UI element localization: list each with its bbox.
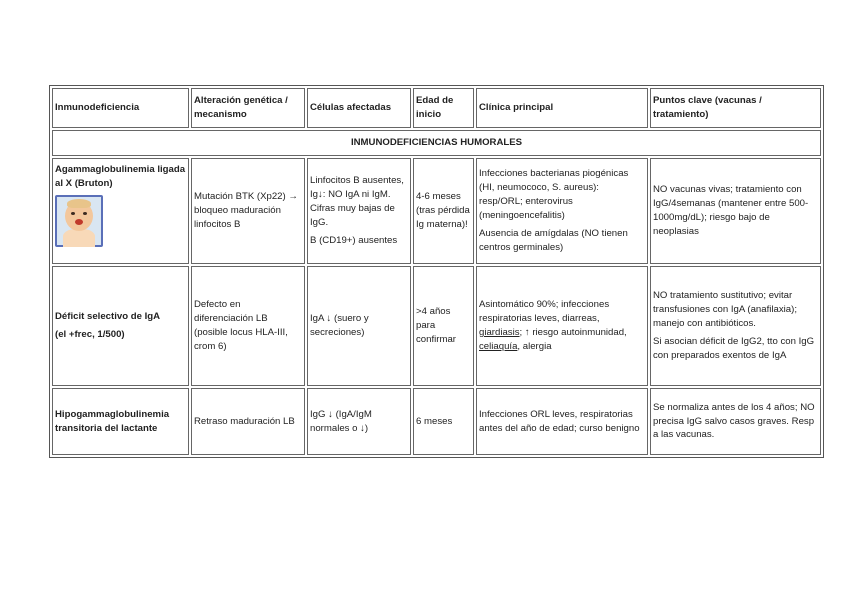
giardiasis-link: giardiasis [479, 327, 520, 338]
section-row [52, 130, 821, 156]
row-iga-clinic-pre: Asintomático 90%; infecciones respiratorias leves, diarreas, [479, 299, 610, 325]
table-row [52, 266, 821, 386]
table-row [52, 388, 821, 455]
header-alteracion: Alteración genética / mecanismo [191, 88, 305, 128]
header-edad: Edad de inicio [413, 88, 474, 128]
section-title: INMUNODEFICIENCIAS HUMORALES [52, 130, 821, 156]
row-hipogamma-name: Hipogammaglobulinemia transitoria del lactante [52, 388, 189, 455]
row-iga-keys-cell [650, 266, 821, 386]
header-row [52, 88, 821, 128]
row-bruton-genetics: Mutación BTK (Xp22) → bloqueo maduración linfocitos B [191, 158, 305, 264]
table-row [52, 158, 821, 264]
immunodeficiency-table [49, 85, 824, 458]
row-iga-name-a: Déficit selectivo de IgA [55, 311, 161, 323]
row-bruton-cells-b: B (CD19+) ausentes [310, 234, 398, 246]
row-hipogamma-clinic: Infecciones ORL leves, respiratorias antes del año de edad; curso benigno [476, 388, 648, 455]
row-bruton-keys: NO vacunas vivas; tratamiento con IgG/4semanas (mantener entre 500-1000mg/dL); riesgo bajo de neoplasias [650, 158, 821, 264]
header-clinica: Clínica principal [476, 88, 648, 128]
celiaquia-link: celiaquía [479, 340, 518, 352]
row-bruton-name-cell [52, 158, 189, 264]
row-iga-onset: >4 años para confirmar [413, 266, 474, 386]
row-hipogamma-genetics: Retraso maduración LB [191, 388, 305, 455]
row-iga-genetics: Defecto en diferenciación LB (posible locus HLA-III, crom 6) [191, 266, 305, 386]
row-iga-clinic-mid: ; ↑ riesgo autoinmunidad, [519, 327, 627, 338]
row-hipogamma-onset: 6 meses [413, 388, 474, 455]
row-iga-clinic-cell [476, 266, 648, 386]
row-bruton-clinic-b: Ausencia de amígdalas (NO tienen centros germinales) [479, 227, 628, 253]
row-iga-name-b: (el +frec, 1/500) [55, 329, 125, 340]
header-celulas: Células afectadas [307, 88, 411, 128]
row-iga-name-cell [52, 266, 189, 386]
row-bruton-clinic-a: Infecciones bacterianas piogénicas (HI, neumococo, S. aureus): resp/ORL; enterovirus (meningoencefalitis) [479, 168, 629, 221]
row-bruton-onset: 4-6 meses (tras pérdida Ig materna)! [413, 158, 474, 264]
row-iga-keys-a: NO tratamiento sustitutivo; evitar transfusiones con IgA (anafilaxia); manejo con antibióticos. [653, 290, 797, 330]
header-inmunodeficiencia: Inmunodeficiencia [52, 88, 189, 128]
row-bruton-cells-a: Linfocitos B ausentes, Ig↓: NO IgA ni IgM. Cifras muy bajas de IgG. [310, 175, 404, 228]
row-iga-cells: IgA ↓ (suero y secreciones) [307, 266, 411, 386]
baby-photo-image [55, 195, 103, 247]
row-bruton-cells-cell [307, 158, 411, 264]
row-bruton-clinic-cell [476, 158, 648, 264]
row-bruton-name: Agammaglobulinemia ligada al X (Bruton) [55, 164, 186, 189]
row-iga-keys-b: Si asocian déficit de IgG2, tto con IgG con preparados exentos de IgA [653, 335, 815, 361]
row-hipogamma-cells: IgG ↓ (IgA/IgM normales o ↓) [307, 388, 411, 455]
header-puntos-clave: Puntos clave (vacunas / tratamiento) [650, 88, 821, 128]
row-hipogamma-keys: Se normaliza antes de los 4 años; NO precisa IgG salvo casos graves. Resp a las vacunas. [650, 388, 821, 455]
row-iga-clinic-post: , alergia [517, 340, 552, 352]
